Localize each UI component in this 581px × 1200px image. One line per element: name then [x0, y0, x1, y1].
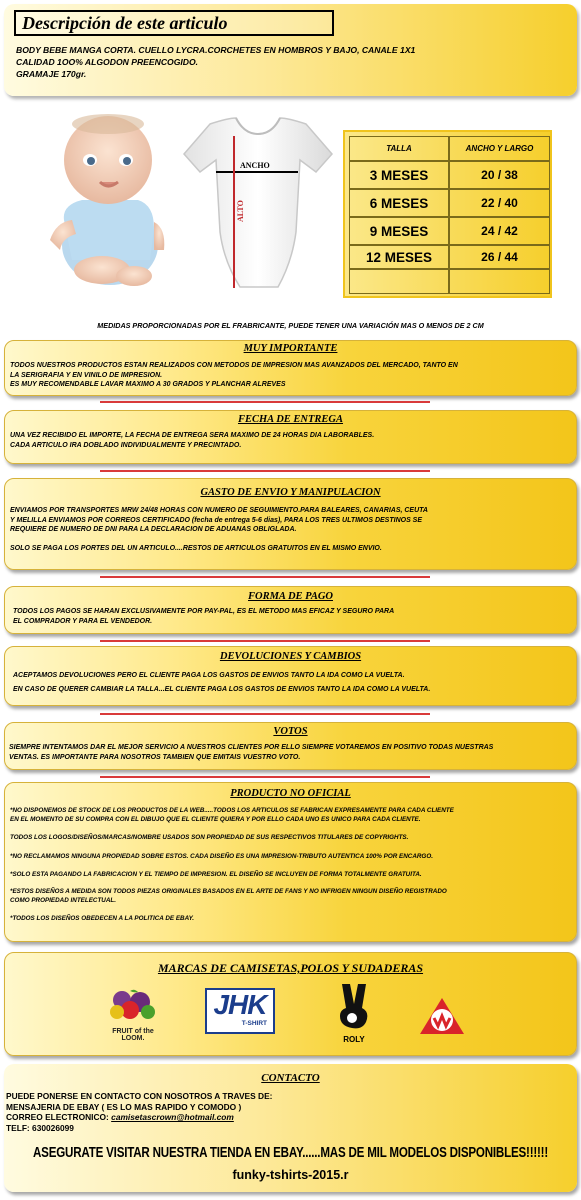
contact-phone: TELF: 630026099	[6, 1122, 74, 1133]
contact-details	[6, 1091, 272, 1133]
roly-logo-text: ROLY	[343, 1035, 365, 1044]
important-box	[4, 340, 577, 396]
store-link[interactable]: funky-tshirts-2015.r	[232, 1168, 349, 1182]
divider	[100, 640, 430, 642]
store-banner: ASEGURATE VISITAR NUESTRA TIENDA EN EBAY......MAS DE MIL MODELOS DISPONIBLES!!!!!!	[32, 1144, 548, 1161]
jhk-logo-sub: T-SHIRT	[241, 1020, 267, 1027]
shipping-box	[4, 478, 577, 570]
delivery-title: FECHA DE ENTREGA	[237, 414, 344, 425]
important-title: MUY IMPORTANTE	[243, 343, 338, 354]
unofficial-item: *TODOS LOS DISEÑOS OBEDECEN A LA POLITICA DE EBAY.	[10, 915, 195, 922]
fruit-icon	[100, 988, 166, 1022]
shipping-text: ENVIAMOS POR TRANSPORTES MRW 24/48 HORAS CON NUMERO DE SEGUIMIENTO.PARA BALEARES, CANARIAS, CEUTA Y MELILLA ENVIAMOS POR CORREOS CERTIFICADO (fecha de entrega 5-6 dias), PARA LOS TRES ULTIMOS DESTINOS SE REQUIERE DE NUMERO DE DNI PARA LA DECLARACION DE ADUANAS OBLIGLADA. SOLO SE PAGA LOS PORTES DEL UN ARTICULO....RESTOS DE ARTICULOS GRATUITOS EN EL MISMO ENVIO.	[10, 507, 428, 553]
unofficial-item: *SOLO ESTA PAGANDO LA FABRICACION Y EL TIEMPO DE IMPRESION. EL DISEÑO SE INCLUYEN DE FORMA TOTALMENTE GRATUITA.	[10, 871, 422, 878]
size-cell: 3 MESES	[349, 161, 449, 189]
dims-cell: 22 / 40	[449, 189, 550, 217]
width-label: ANCHO	[240, 161, 270, 170]
size-header: TALLA	[349, 136, 449, 161]
email-label: CORREO ELECTRONICO:	[6, 1112, 112, 1123]
height-label: ALTO	[236, 200, 245, 222]
unofficial-title: PRODUCTO NO OFICIAL	[230, 788, 351, 799]
returns-title: DEVOLUCIONES Y CAMBIOS	[219, 651, 362, 662]
contact-box	[4, 1064, 577, 1192]
contact-title: CONTACTO	[261, 1072, 320, 1084]
divider	[100, 776, 430, 778]
returns-text: ACEPTAMOS DEVOLUCIONES PERO EL CLIENTE PAGA LOS GASTOS DE ENVIOS TANTO LA IDA COMO LA VUELTA. EN CASO DE QUERER CAMBIAR LA TALLA...EL CLIENTE PAGA LOS GASTOS DE ENVIOS TANTO LA IDA COMO LA VUELTA.	[13, 672, 431, 693]
dims-cell: 26 / 44	[449, 245, 550, 269]
dims-header: ANCHO Y LARGO	[449, 136, 550, 161]
size-table	[343, 130, 552, 298]
divider	[100, 401, 430, 403]
fruit-logo-text: FRUIT of the LOOM.	[112, 1028, 154, 1042]
baby-photo	[42, 110, 172, 290]
contact-email-row	[6, 1112, 272, 1123]
votes-title: VOTOS	[273, 726, 308, 737]
unofficial-item: *ESTOS DISEÑOS A MEDIDA SON TODOS PIEZAS ORIGINALES BASADOS EN EL ARTE DE FANS Y NO INFRIGEN NINGUN DISEÑO REGISTRADO COMO PROPIEDAD INTELECTUAL.	[10, 888, 447, 904]
payment-title: FORMA DE PAGO	[248, 591, 333, 602]
payment-box	[4, 586, 577, 634]
shipping-title: GASTO DE ENVIO Y MANIPULACION	[200, 487, 381, 498]
bodysuit-diagram	[170, 112, 345, 297]
fruit-of-the-loom-logo	[100, 988, 166, 1042]
dims-cell: 24 / 42	[449, 217, 550, 245]
returns-box	[4, 646, 577, 706]
red-brand-logo	[416, 994, 468, 1038]
important-text: TODOS NUESTROS PRODUCTOS ESTAN REALIZADOS CON METODOS DE IMPRESION MAS AVANZADOS DEL MERCADO, TANTO EN LA SERIGRAFIA Y EN VINILO DE IMPRESION. ES MUY RECOMENDABLE LAVAR MAXIMO A 30 GRADOS Y PLANCHAR ALREVES	[10, 362, 458, 389]
size-cell: 6 MESES	[349, 189, 449, 217]
contact-line: MENSAJERIA DE EBAY ( ES LO MAS RAPIDO Y COMODO )	[6, 1101, 242, 1112]
email-link[interactable]: camisetascrown@hotmail.com	[111, 1112, 234, 1123]
measure-note: MEDIDAS PROPORCIONADAS POR EL FRABRICANTE, PUEDE TENER UNA VARIACIÓN MAS O MENOS DE 2 CM	[97, 321, 484, 330]
roly-logo	[332, 982, 376, 1044]
size-cell: 9 MESES	[349, 217, 449, 245]
delivery-box	[4, 410, 577, 464]
header-description: BODY BEBE MANGA CORTA. CUELLO LYCRA.CORCHETES EN HOMBROS Y BAJO, CANALE 1X1 CALIDAD 1OO% ALGODON PREENCOGIDO. GRAMAJE 170gr.	[16, 45, 416, 79]
brands-box	[4, 952, 577, 1056]
roly-hand-icon	[332, 982, 376, 1030]
brands-title: MARCAS DE CAMISETAS,POLOS Y SUDADERAS	[157, 961, 424, 975]
delivery-text: UNA VEZ RECIBIDO EL IMPORTE, LA FECHA DE ENTREGA SERA MAXIMO DE 24 HORAS DIA LABORABLES. CADA ARTICULO IRA DOBLADO INDIVIDUALMENTE Y PRECINTADO.	[10, 432, 375, 449]
empty-cell	[449, 269, 550, 294]
jhk-logo	[205, 988, 275, 1034]
votes-box	[4, 722, 577, 770]
divider	[100, 713, 430, 715]
unofficial-item: *NO RECLAMAMOS NINGUNA PROPIEDAD SOBRE ESTOS. CADA DISEÑO ES UNA IMPRESION-TRIBUTO AUTENTICA 100% POR ENCARGO.	[10, 853, 433, 860]
divider	[100, 470, 430, 472]
jhk-logo-text: JHK	[213, 989, 267, 1020]
payment-text: TODOS LOS PAGOS SE HARAN EXCLUSIVAMENTE POR PAY-PAL, ES EL METODO MAS EFICAZ Y SEGURO PARA EL COMPRADOR Y PARA EL VENDEDOR.	[13, 608, 395, 625]
header-title: Descripción de este articulo	[14, 10, 334, 36]
contact-line: PUEDE PONERSE EN CONTACTO CON NOSOTROS A TRAVES DE:	[6, 1091, 273, 1101]
size-cell: 12 MESES	[349, 245, 449, 269]
divider	[100, 576, 430, 578]
votes-text: SIEMPRE INTENTAMOS DAR EL MEJOR SERVICIO A NUESTROS CLIENTES POR ELLO SIEMPRE VOTAREMOS EN POSITIVO TODAS NUESTRAS VENTAS. ES IMPORTANTE PARA NOSOTROS TAMBIEN QUE EMITAIS VUESTRO VOTO.	[9, 744, 494, 761]
unofficial-item: *NO DISPONEMOS DE STOCK DE LOS PRODUCTOS DE LA WEB.....TODOS LOS ARTICULOS SE FABRICAN EXPRESAMENTE PARA CADA CLIENTE EN EL MOMENTO DE SU COMPRA CON EL DIBUJO QUE EL CLIENTE QUIERA Y POR ELLO CADA UNO ES UNICO PARA CADA CLIENTE.	[10, 807, 454, 823]
unofficial-box	[4, 782, 577, 942]
unofficial-item: TODOS LOS LOGOS/DISEÑOS/MARCAS/NOMBRE USADOS SON PROPIEDAD DE SUS RESPECTIVOS TITULARES DE COPYRIGHTS.	[10, 834, 409, 841]
description-header	[4, 4, 577, 96]
empty-cell	[349, 269, 449, 294]
dims-cell: 20 / 38	[449, 161, 550, 189]
